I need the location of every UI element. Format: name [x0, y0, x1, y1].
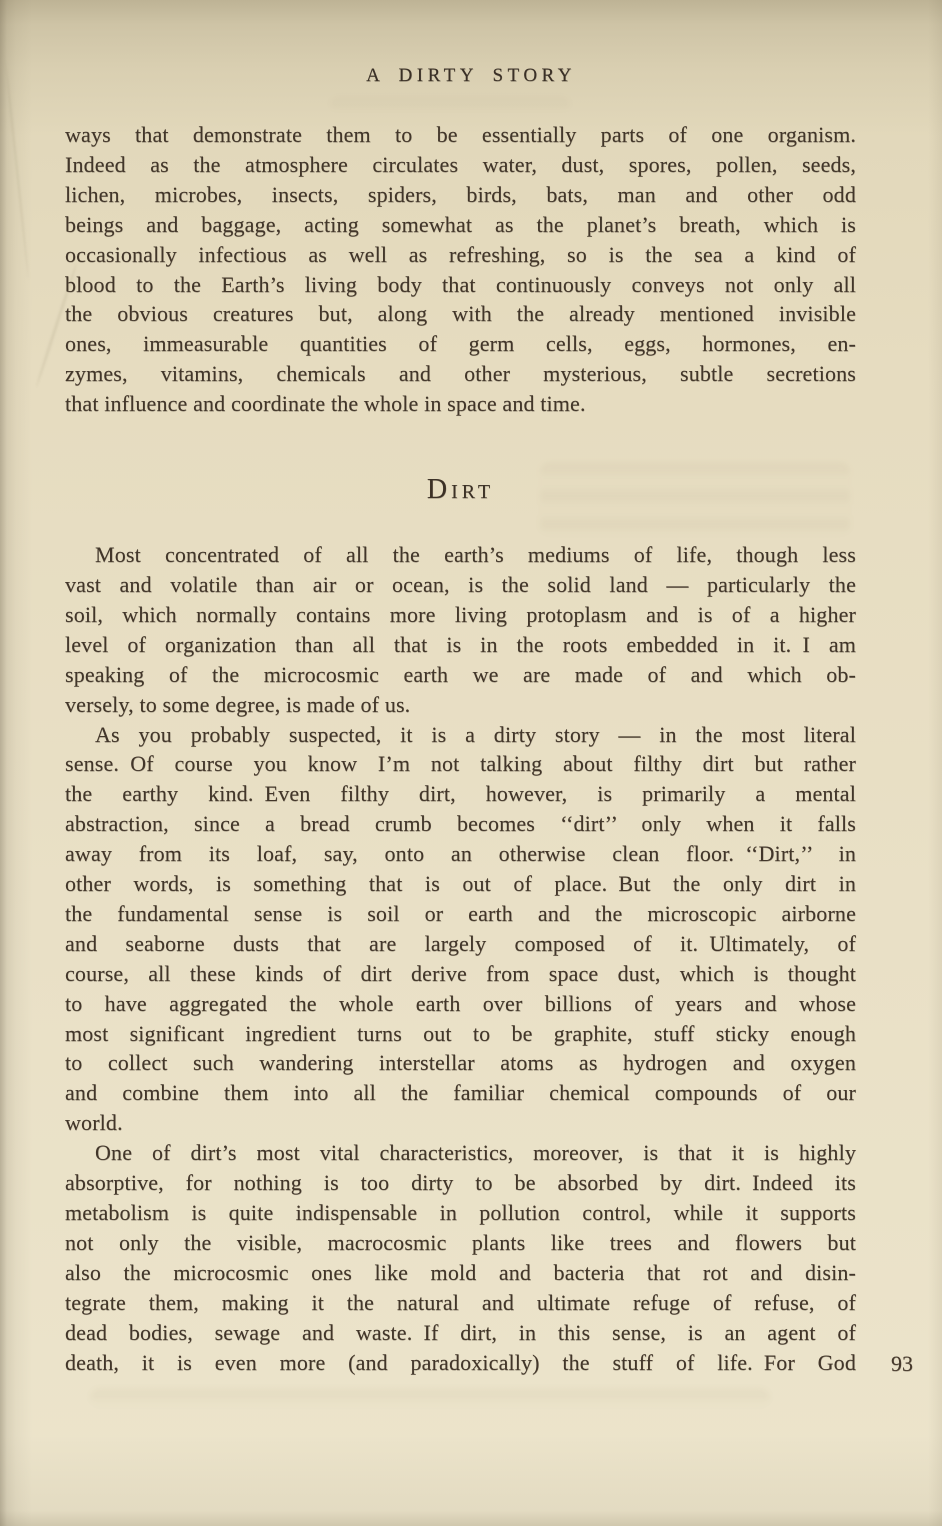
text-line: Indeed as the atmosphere circulates water, dust, spores, pollen, seeds, [65, 151, 856, 177]
text-line: away from its loaf, say, onto an otherwise clean floor. ‘‘Dirt,’’ in [65, 841, 856, 867]
text-line: most significant ingredient turns out to be graphite, stuff sticky enough [65, 1020, 856, 1046]
text-line: world. [65, 1110, 123, 1136]
text-line: One of dirt’s most vital characteristics, moreover, is that it is highly [95, 1140, 856, 1166]
running-head: A DIRTY STORY [366, 65, 576, 86]
text-line: zymes, vitamins, chemicals and other mysterious, subtle secretions [65, 361, 856, 387]
text-line: absorptive, for nothing is too dirty to be absorbed by dirt. Indeed its [65, 1170, 856, 1196]
text-line: metabolism is quite indispensable in pollution control, while it supports [65, 1200, 856, 1225]
text-line: other words, is something that is out of place. But the only dirt in [65, 871, 856, 897]
text-line: abstraction, since a bread crumb becomes ‘‘dirt’’ only when it falls [65, 811, 856, 837]
text-line: and combine them into all the familiar chemical compounds of our [65, 1080, 856, 1106]
text-line: versely, to some degree, is made of us. [65, 691, 411, 717]
text-line: tegrate them, making it the natural and ultimate refuge of refuse, of [65, 1289, 856, 1315]
bleed-through-ghost [90, 1388, 770, 1408]
text-line: course, all these kinds of dirt derive from space dust, which is thought [65, 960, 856, 986]
text-line: and seaborne dusts that are largely composed of it. Ultimately, of [65, 930, 856, 956]
text-line: soil, which normally contains more living protoplasm and is of a higher [65, 601, 856, 627]
text-line: vast and volatile than air or ocean, is the solid land — particularly the [65, 571, 856, 597]
text-line: to collect such wandering interstellar atoms as hydrogen and oxygen [65, 1050, 856, 1076]
text-line: ones, immeasurable quantities of germ cells, eggs, hormones, en- [65, 331, 856, 357]
text-line: to have aggregated the whole earth over billions of years and whose [65, 990, 856, 1016]
paragraph [65, 1138, 856, 1377]
text-line: lichen, microbes, insects, spiders, birds, bats, man and other odd [65, 181, 856, 207]
paragraph [65, 540, 856, 719]
text-line: that influence and coordinate the whole in space and time. [65, 391, 586, 417]
text-line: death, it is even more (and paradoxically) the stuff of life. For God [65, 1349, 856, 1375]
paragraph [65, 120, 856, 419]
text-line: blood to the Earth’s living body that continuously conveys not only all [65, 271, 856, 297]
text-line: dead bodies, sewage and waste. If dirt, in this sense, is an agent of [65, 1319, 856, 1345]
text-line: level of organization than all that is in the roots embedded in it. I am [65, 631, 856, 657]
text-line: the fundamental sense is soil or earth and the microscopic airborne [65, 900, 856, 926]
text-line: Most concentrated of all the earth’s mediums of life, though less [95, 542, 856, 568]
text-line: the obvious creatures but, along with the already mentioned invisible [65, 301, 856, 327]
text-column [65, 120, 856, 1377]
text-line: the earthy kind. Even filthy dirt, however, is primarily a mental [65, 781, 856, 807]
text-line: speaking of the microcosmic earth we are made of and which ob- [65, 661, 856, 687]
text-line: sense. Of course you know I’m not talking about filthy dirt but rather [65, 751, 856, 777]
section-heading: Dirt [426, 474, 495, 506]
bleed-through-ghost [330, 96, 570, 112]
paragraph [65, 720, 856, 1139]
text-line: beings and baggage, acting somewhat as the planet’s breath, which is [65, 211, 856, 237]
page-number: 93 [891, 1351, 913, 1376]
text-line: also the microcosmic ones like mold and bacteria that rot and disin- [65, 1259, 856, 1285]
text-line: ways that demonstrate them to be essentially parts of one organism. [65, 122, 856, 147]
text-line: not only the visible, macrocosmic plants like trees and flowers but [65, 1229, 856, 1255]
text-line: occasionally infectious as well as refreshing, so is the sea a kind of [65, 241, 856, 267]
text-line: As you probably suspected, it is a dirty story — in the most literal [95, 721, 856, 747]
paper-crease [5, 60, 30, 279]
